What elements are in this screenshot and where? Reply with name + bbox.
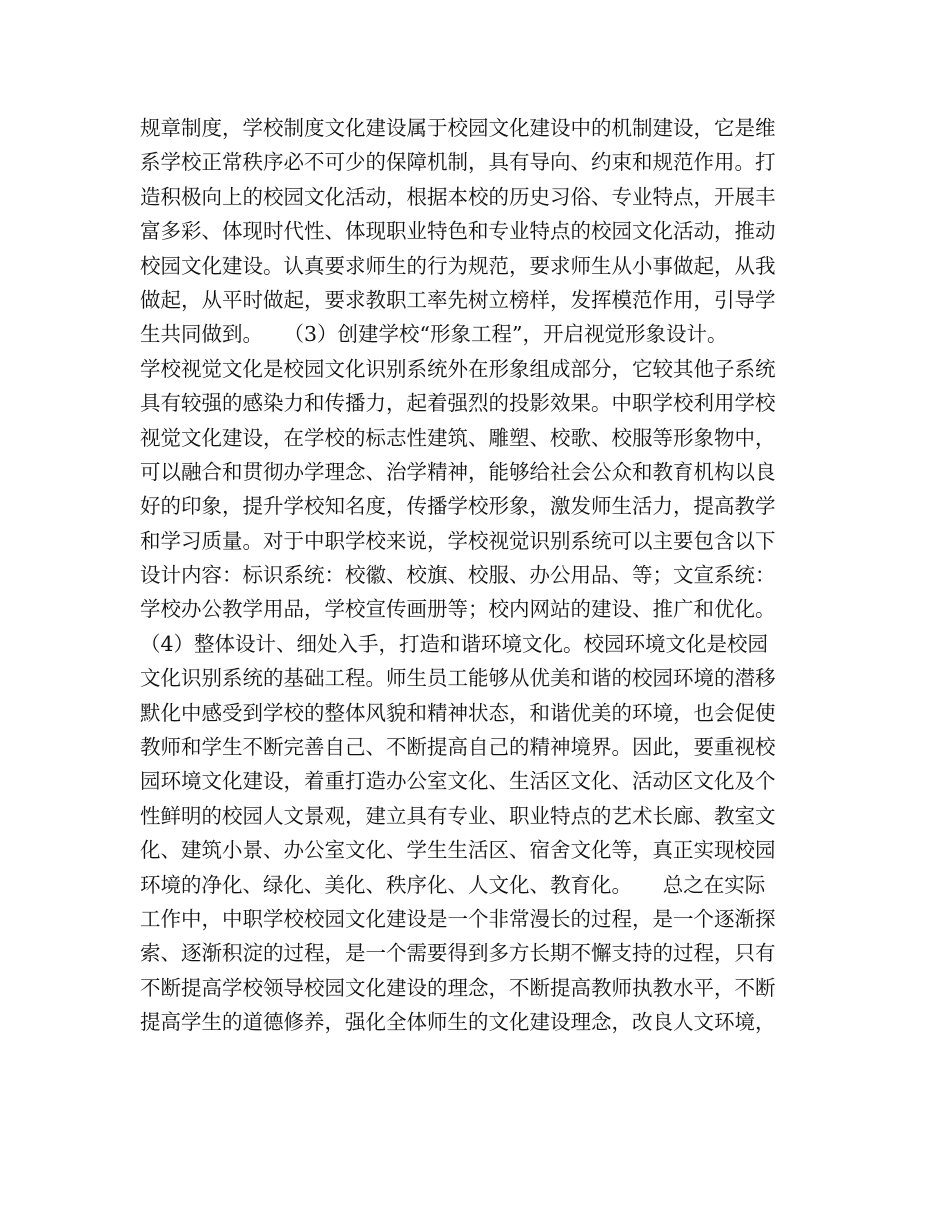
- text-line: 具有较强的感染力和传播力，起着强烈的投影效果。中职学校利用学校: [140, 391, 776, 416]
- text-line: 文化识别系统的基础工程。师生员工能够从优美和谐的校园环境的潜移: [140, 666, 776, 691]
- text-line: 校园文化建设。认真要求师生的行为规范，要求师生从小事做起，从我: [140, 253, 776, 278]
- text-line: 环境的净化、绿化、美化、秩序化、人文化、教育化。 总之在实际: [140, 872, 766, 897]
- text-line: 视觉文化建设，在学校的标志性建筑、雕塑、校歌、校服等形象物中，: [140, 425, 776, 450]
- text-line: 好的印象，提升学校知名度，传播学校形象，激发师生活力，提高教学: [140, 494, 776, 519]
- text-line: 性鲜明的校园人文景观，建立具有专业、职业特点的艺术长廊、教室文: [140, 803, 776, 828]
- text-line: 和学习质量。对于中职学校来说，学校视觉识别系统可以主要包含以下: [140, 528, 776, 553]
- text-line: 提高学生的道德修养，强化全体师生的文化建设理念，改良人文环境，: [140, 1010, 776, 1035]
- text-line: 系学校正常秩序必不可少的保障机制，具有导向、约束和规范作用。打: [140, 150, 776, 175]
- text-line: 化、建筑小景、办公室文化、学生生活区、宿舍文化等，真正实现校园: [140, 838, 776, 863]
- text-line: 不断提高学校领导校园文化建设的理念，不断提高教师执教水平，不断: [140, 975, 776, 1000]
- body-text: [140, 111, 830, 1040]
- text-line: 学校视觉文化是校园文化识别系统外在形象组成部分，它较其他子系统: [140, 356, 776, 381]
- text-line: 造积极向上的校园文化活动，根据本校的历史习俗、专业特点，开展丰: [140, 184, 776, 209]
- text-line: 规章制度，学校制度文化建设属于校园文化建设中的机制建设，它是维: [140, 116, 776, 140]
- text-line: 教师和学生不断完善自己、不断提高自己的精神境界。因此，要重视校: [140, 735, 776, 760]
- text-line: 生共同做到。 （3）创建学校“形象工程”，开启视觉形象设计。: [140, 322, 728, 347]
- text-line: 索、逐渐积淀的过程，是一个需要得到多方长期不懈支持的过程，只有: [140, 941, 776, 966]
- text-line: 学校办公教学用品，学校宣传画册等；校内网站的建设、推广和优化。: [140, 597, 776, 622]
- text-line: 工作中，中职学校校园文化建设是一个非常漫长的过程，是一个逐渐探: [140, 906, 776, 931]
- text-line: 做起，从平时做起，要求教职工率先树立榜样，发挥模范作用，引导学: [140, 287, 776, 312]
- text-line: 富多彩、体现时代性、体现职业特色和专业特点的校园文化活动，推动: [140, 219, 776, 244]
- text-line: 设计内容：标识系统：校徽、校旗、校服、办公用品、等；文宣系统：: [140, 563, 776, 588]
- text-line: 园环境文化建设，着重打造办公室文化、生活区文化、活动区文化及个: [140, 769, 776, 794]
- text-line: （4）整体设计、细处入手，打造和谐环境文化。校园环境文化是校园: [140, 631, 769, 656]
- text-line: 可以融合和贯彻办学理念、治学精神，能够给社会公众和教育机构以良: [140, 459, 776, 484]
- text-line: 默化中感受到学校的整体风貌和精神状态，和谐优美的环境，也会促使: [140, 700, 776, 725]
